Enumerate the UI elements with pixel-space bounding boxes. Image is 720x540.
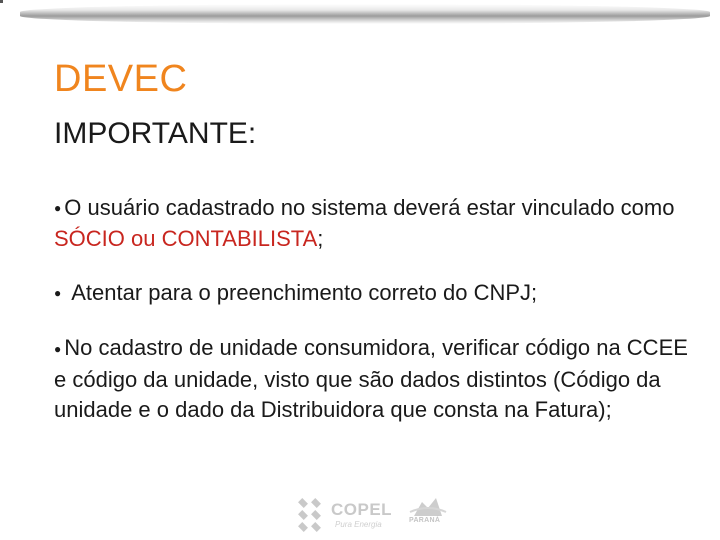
bullet-text: No cadastro de unidade consumidora, verificar código na CCEE e código da unidade, visto que são dados distintos (Código da unidade e o dado da Distribuidora que consta na Fatura); [54, 335, 688, 422]
copel-logo-icon [296, 498, 326, 534]
copel-tagline: Pura Energia [335, 520, 382, 529]
top-decorative-bar [20, 4, 710, 24]
bullet-item-consumer-unit [54, 333, 704, 424]
copel-logo-text: COPEL [331, 500, 393, 519]
parana-logo-text: PARANÁ [409, 517, 441, 524]
bullet-item-cnpj [54, 278, 704, 309]
bullet-list [54, 193, 704, 425]
parana-logo-icon [408, 496, 448, 518]
bullet-highlight: SÓCIO ou CONTABILISTA [54, 226, 318, 252]
bullet-icon: ● [54, 201, 62, 216]
bullet-icon: ● [54, 286, 62, 301]
footer-logos [296, 496, 456, 536]
bullet-icon: ● [54, 341, 62, 356]
bullet-text-end: ; [317, 226, 324, 252]
slide-subtitle: IMPORTANTE: [54, 117, 257, 150]
bullet-item-user-link [54, 193, 704, 254]
corner-mark [0, 0, 3, 3]
slide-title: DEVEC [54, 58, 188, 100]
bullet-text: O usuário cadastrado no sistema deverá estar vinculado como [64, 195, 675, 220]
bullet-text: Atentar para o preenchimento correto do CNPJ; [71, 280, 538, 306]
